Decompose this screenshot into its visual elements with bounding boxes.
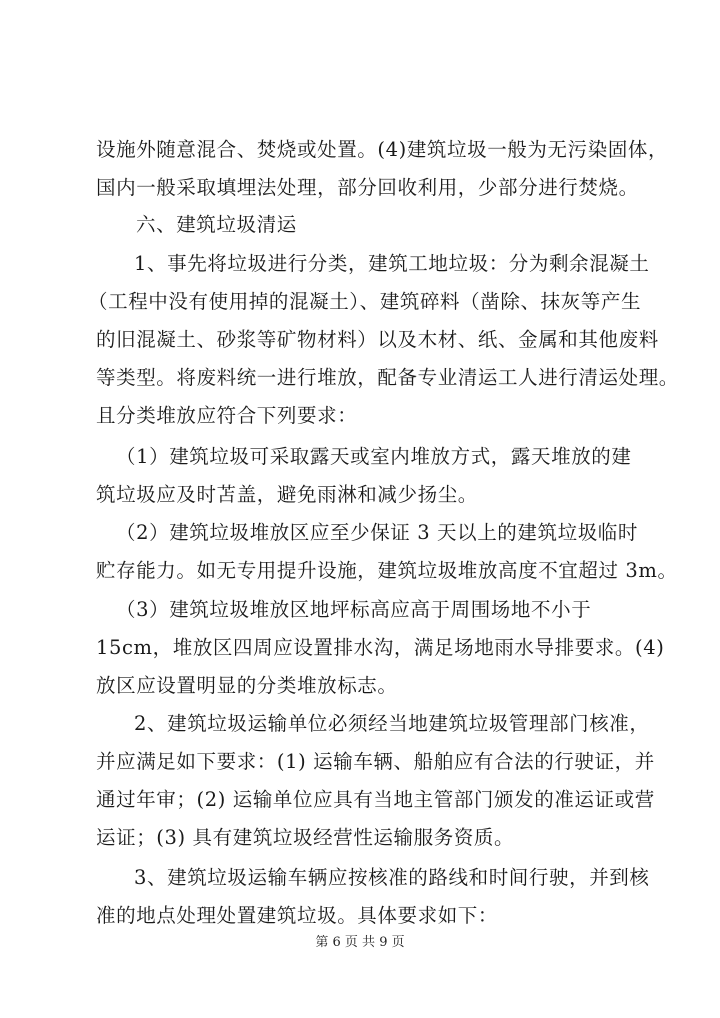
text-line: 且分类堆放应符合下列要求： [96,404,358,427]
text-line: 通过年审；(2) 运输单位应具有当地主管部门颁发的准运证或营 [96,788,655,811]
text-line: 准的地点处理处置建筑垃圾。具体要求如下： [96,904,499,927]
text-line: 贮存能力。如无专用提升设施，建筑垃圾堆放高度不宜超过 3m。 [96,559,678,582]
text-line: 15cm，堆放区四周应设置排水沟，满足场地雨水导排要求。(4) [96,636,665,659]
text-line: 1、事先将垃圾进行分类，建筑工地垃圾：分为剩余混凝土 [134,252,650,275]
text-line: 的旧混凝土、砂浆等矿物材料）以及木材、纸、金属和其他废料 [96,328,659,351]
text-line: （1）建筑垃圾可采取露天或室内堆放方式，露天堆放的建 [116,445,632,468]
page-number: 第 6 页 共 9 页 [315,935,405,950]
text-line: （3）建筑垃圾堆放区地坪标高应高于周围场地不小于 [116,598,592,621]
text-line: （2）建筑垃圾堆放区应至少保证 3 天以上的建筑垃圾临时 [116,521,639,544]
text-line: 2、建筑垃圾运输单位必须经当地建筑垃圾管理部门核准， [134,712,650,735]
text-line: 并应满足如下要求：(1) 运输车辆、船舶应有合法的行驶证，并 [96,750,655,773]
text-line: 运证；(3) 具有建筑垃圾经营性运输服务资质。 [96,826,515,849]
text-line: 放区应设置明显的分类堆放标志。 [96,674,398,697]
text-line: （工程中没有使用掉的混凝土）、建筑碎料（凿除、抹灰等产生 [88,290,642,313]
section-heading: 六、建筑垃圾清运 [136,213,297,236]
text-line: 国内一般采取填埋法处理，部分回收利用，少部分进行焚烧。 [96,176,639,199]
text-line: 筑垃圾应及时苫盖，避免雨淋和减少扬尘。 [96,483,478,506]
text-line: 等类型。将废料统一进行堆放，配备专业清运工人进行清运处理。 [96,366,679,389]
text-line: 3、建筑垃圾运输车辆应按核准的路线和时间行驶，并到核 [134,866,650,889]
text-line: 设施外随意混合、焚烧或处置。(4)建筑垃圾一般为无污染固体， [96,138,669,161]
